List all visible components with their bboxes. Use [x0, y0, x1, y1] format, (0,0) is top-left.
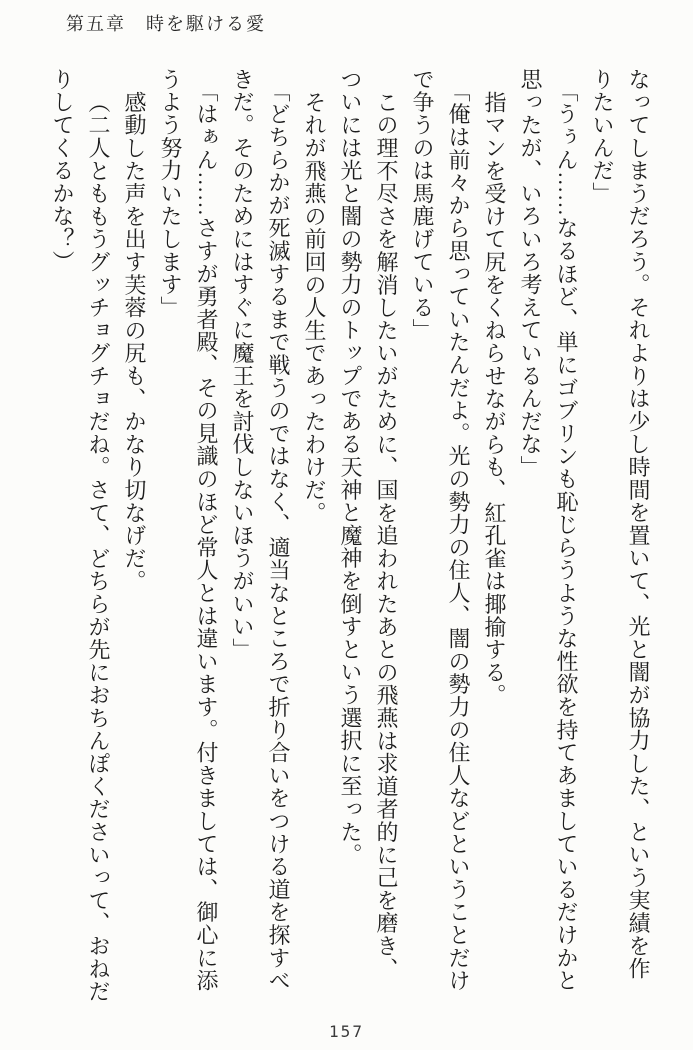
text-line: りたいんだ」 — [590, 68, 615, 205]
text-block — [44, 68, 656, 1018]
text-line: 「俺は前々から思っていたんだよ。光の勢力の住人、闇の勢力の住人などということだけ — [446, 80, 471, 992]
page-number: 157 — [329, 1022, 364, 1041]
text-line: この理不尽さを解消したいがために、国を追われたあとの飛燕は求道者的に己を磨き、 — [374, 91, 399, 981]
text-line: 指マンを受けて尻をくねらせながらも、紅孔雀は揶揄する。 — [482, 91, 507, 707]
text-line: 「どちらかが死滅するまで戦うのではなく、適当なところで折り合いをつける道を探すべ — [266, 80, 291, 992]
text-line: で争うのは馬鹿げている」 — [410, 68, 435, 342]
text-line: 感動した声を出す芙蓉の尻も、かなり切なげだ。 — [122, 91, 147, 593]
text-line: それが飛燕の前回の人生であったわけだ。 — [302, 91, 327, 525]
text-line: 思ったが、いろいろ考えているんだな」 — [518, 68, 543, 479]
text-line: 「はぁん……さすが勇者殿、その見識のほど常人とは違います。付きましては、御心に添 — [194, 80, 219, 992]
chapter-header: 第五章 時を駆ける愛 — [66, 14, 266, 34]
text-line: ついには光と闇の勢力のトップである天神と魔神を倒すという選択に至った。 — [338, 68, 363, 866]
text-line: きだ。そのためにはすぐに魔王を討伐しないほうがいい」 — [230, 68, 255, 661]
text-line: （二人とももうグッチョグチョだね。さて、どちらが先におちんぽくださいって、おねだ — [86, 91, 111, 1003]
text-line: うよう努力いたします」 — [158, 68, 183, 319]
text-line: 「うぅん……なるほど、単にゴブリンも恥じらうような性欲を持てあましているだけかと — [554, 80, 579, 992]
text-line: りしてくるかな？） — [50, 68, 75, 274]
text-line: なってしまうだろう。それよりは少し時間を置いて、光と闇が協力した、という実績を作 — [626, 68, 651, 980]
